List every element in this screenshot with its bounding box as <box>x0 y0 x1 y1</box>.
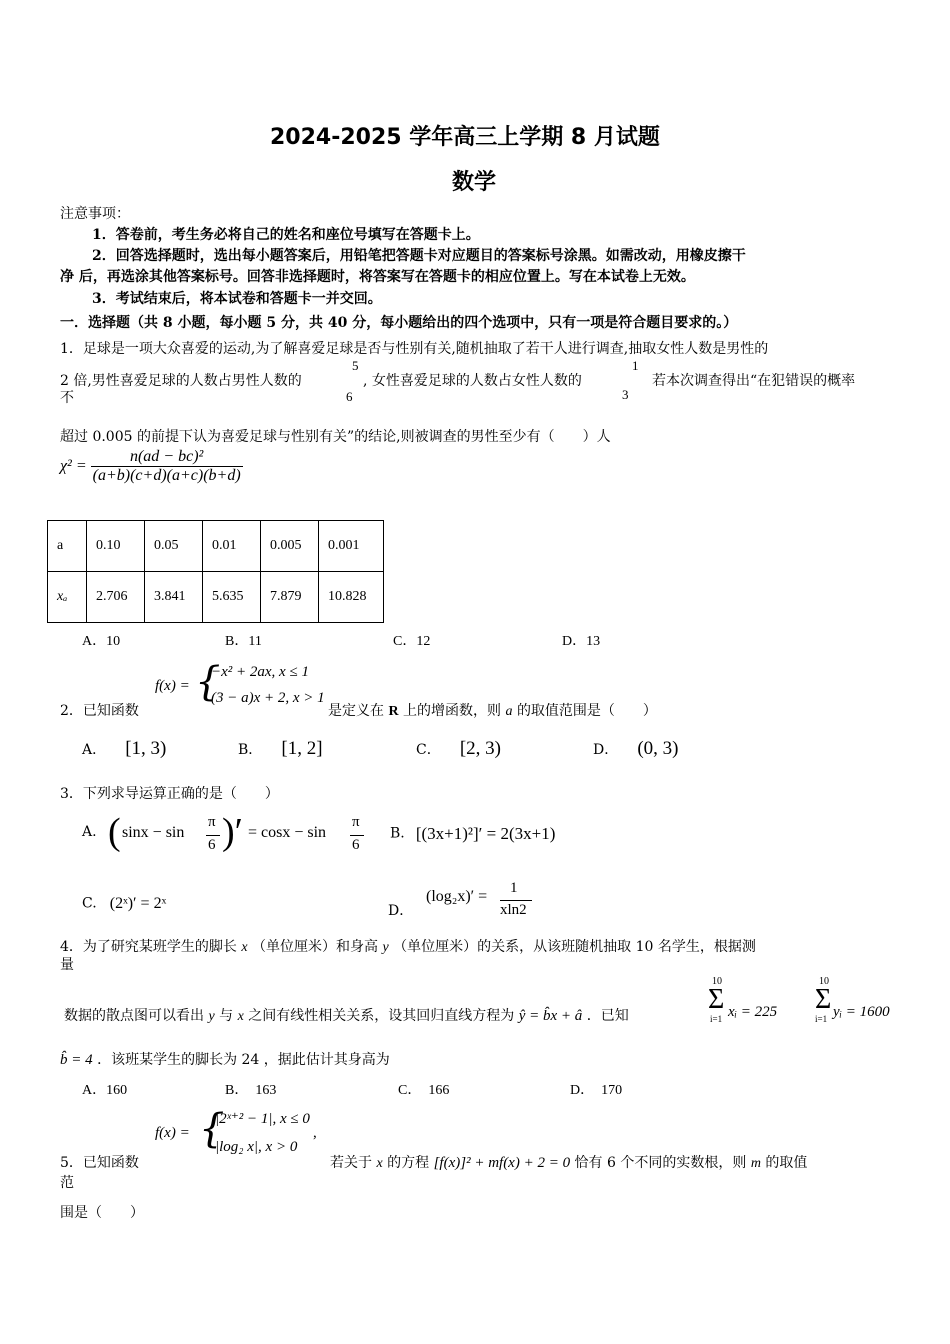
q1-option-c[interactable]: C．12 <box>393 634 431 649</box>
option-label: D． <box>593 742 619 758</box>
chi-square-formula <box>60 448 243 485</box>
q4-line1a: 4．为了研究某班学生的脚长 <box>60 939 237 955</box>
q2-suffix-c: 的取值范围是（ ） <box>516 703 657 719</box>
q1-frac2-num: 1 <box>632 358 639 373</box>
table-cell: 2.706 <box>87 572 145 623</box>
q4-line2d: ．已知 <box>586 1008 629 1024</box>
section-heading: 一．选择题（共 8 小题，每小题 5 分，共 40 分，每小题给出的四个选项中，只有一项是符合题目要求的。） <box>60 315 738 331</box>
q4-b-hat: b̂ = 4 <box>60 1052 93 1068</box>
sum-y-value: yᵢ = 1600 <box>833 1004 890 1020</box>
q3-d-lhs: (log₂x)′ = <box>426 888 488 905</box>
q4-var-x: x <box>241 940 248 955</box>
q3-option-b[interactable] <box>390 823 555 844</box>
q1-line2a: 2 倍,男性喜爱足球的人数占男性人数的 <box>60 373 302 389</box>
option-value: [1, 3) <box>125 738 167 759</box>
q4-line1 <box>60 936 756 956</box>
q5-mid2: 的方程 <box>387 1155 430 1171</box>
option-label: A. <box>82 824 97 840</box>
q5-fx: f(x) = <box>155 1125 190 1141</box>
q4-line1d: 量 <box>60 957 74 973</box>
q2-case-1: −x² + 2ax, x ≤ 1 <box>211 664 309 680</box>
paren-open-icon: ( <box>108 811 121 853</box>
q4-line1c: （单位厘米）的关系，从该班随机抽取 10 名学生，根据测 <box>393 939 756 955</box>
table-row <box>48 521 384 572</box>
formula-denominator: (a+b)(c+d)(a+c)(b+d) <box>92 467 241 484</box>
q4-line2 <box>64 1005 629 1025</box>
q1-option-a[interactable]: A．10 <box>82 634 121 649</box>
table-cell: 0.01 <box>203 521 261 572</box>
option-label: A． <box>82 742 107 758</box>
notice-item-2b: 净 后，再选涂其他答案标号。回答非选择题时，将答案写在答题卡的相应位置上。写在本试卷上无效。 <box>60 269 695 285</box>
q1-frac1-num: 5 <box>352 358 359 373</box>
q2-suffix-b: 上的增函数，则 <box>403 703 502 719</box>
q3-a-six-1: 6 <box>208 837 216 853</box>
sigma-icon: Σ <box>708 984 725 1015</box>
q4-var-y: y <box>208 1009 215 1024</box>
q2-suffix-a: 是定义在 <box>328 703 384 719</box>
q2-option-c[interactable] <box>416 738 501 760</box>
q4-line2a: 数据的散点图可以看出 <box>64 1008 204 1024</box>
table-cell: 7.879 <box>261 572 319 623</box>
critical-value-table <box>47 520 384 623</box>
table-cell: xₐ <box>48 572 87 623</box>
q3-option-c[interactable] <box>82 893 166 913</box>
q3-b-expr: [(3x+1)²]′ = 2(3x+1) <box>415 823 556 843</box>
q5-mid4: 的取值 <box>765 1155 808 1171</box>
table-cell: 0.10 <box>87 521 145 572</box>
notice-heading: 注意事项： <box>60 206 130 222</box>
q5-prefix: 5．已知函数 <box>60 1155 139 1171</box>
q2-prefix: 2．已知函数 <box>60 703 139 719</box>
sigma-icon: Σ <box>815 984 832 1015</box>
option-label: B. <box>390 825 405 842</box>
q1-frac2-den: 3 <box>622 387 629 402</box>
sum-x-value: xᵢ = 225 <box>728 1004 778 1020</box>
q5-mid3: 恰有 6 个不同的实数根，则 <box>574 1155 747 1171</box>
q5-case-1: |2ˣ⁺² − 1|, x ≤ 0 <box>215 1111 310 1127</box>
q5-var-m: m <box>750 1156 761 1171</box>
formula-lhs: χ² = <box>60 457 87 475</box>
table-cell: 0.05 <box>145 521 203 572</box>
q1-line3: 超过 0.005 的前提下认为喜爱足球与性别有关”的结论,则被调查的男性至少有（ ）人 <box>60 429 611 445</box>
option-label: C. <box>82 895 97 912</box>
table-cell: 0.001 <box>319 521 384 572</box>
notice-item-1: 1．答卷前，考生务必将自己的姓名和座位号填写在答题卡上。 <box>92 227 480 243</box>
q5-var-x: x <box>376 1156 383 1171</box>
exam-title: 2024-2025 学年高三上学期 8 月试题 <box>270 125 660 150</box>
q2-option-d[interactable] <box>593 738 678 760</box>
table-cell: 10.828 <box>319 572 384 623</box>
q5-case-2: |log₂ x|, x > 0 <box>215 1139 298 1155</box>
sum-top: 10 <box>819 976 829 987</box>
option-label: C． <box>416 742 441 758</box>
option-value: [1, 2] <box>281 738 323 759</box>
q2-option-b[interactable] <box>238 738 323 760</box>
comma: , <box>313 1125 317 1141</box>
q2-var-a: a <box>505 704 513 719</box>
q4-line3-text: ．该班某学生的脚长为 24 ，据此估计其身高为 <box>97 1052 390 1068</box>
notice-item-2a: 2．回答选择题时，选出每小题答案后，用铅笔把答题卡对应题目的答案标号涂黑。如需改动，用橡皮擦干 <box>92 248 746 264</box>
q3-a-pi-1: π <box>208 814 216 830</box>
q2-case-2: (3 − a)x + 2, x > 1 <box>211 690 325 706</box>
q2-set-r: R <box>388 704 399 719</box>
sum-bot: i=1 <box>815 1014 828 1024</box>
q4-option-a[interactable]: A．160 <box>82 1083 128 1098</box>
q1-option-d[interactable]: D．13 <box>562 634 601 649</box>
q5-mid: 若关于 <box>330 1155 372 1171</box>
q5-condition <box>330 1152 807 1172</box>
fraction-bar <box>500 900 532 901</box>
q4-line2c: 之间有线性相关关系，设其回归直线方程为 <box>248 1008 515 1024</box>
fraction-bar <box>206 835 220 836</box>
fraction-bar <box>350 835 364 836</box>
q4-line2b: 与 <box>219 1008 234 1024</box>
paren-close-icon: )′ <box>222 811 243 853</box>
notice-item-3: 3．考试结束后，将本试卷和答题卡一并交回。 <box>92 291 382 307</box>
q1-line2d: 不 <box>60 390 74 406</box>
option-label: B． <box>238 742 263 758</box>
q3-a-six-2: 6 <box>352 837 360 853</box>
q3-d-num: 1 <box>510 880 518 896</box>
q4-option-b[interactable]: B． 163 <box>225 1083 277 1098</box>
q3-a-rhs: = cosx − sin <box>248 824 327 841</box>
table-cell: a <box>48 521 87 572</box>
q3-d-den: xln2 <box>500 902 527 918</box>
q2-fx: f(x) = <box>155 678 190 694</box>
q4-option-c[interactable]: C． 166 <box>398 1083 450 1098</box>
left-brace-icon: { <box>199 1106 225 1152</box>
sum-top: 10 <box>712 976 722 987</box>
table-cell: 5.635 <box>203 572 261 623</box>
q4-var-y: y <box>382 940 389 955</box>
q1-line1: 1．足球是一项大众喜爱的运动,为了解喜爱足球是否与性别有关,随机抽取了若干人进行调查,抽取女性人数是男性的 <box>60 341 769 357</box>
option-label: D． <box>388 903 414 919</box>
table-row <box>48 572 384 623</box>
q1-frac1-den: 6 <box>346 389 353 404</box>
subject-title: 数学 <box>452 170 497 195</box>
table-cell: 3.841 <box>145 572 203 623</box>
q3-c-expr: (2ˣ)′ = 2ˣ <box>109 894 167 912</box>
q5-line2: 围是（ ） <box>60 1205 144 1221</box>
q2-suffix <box>328 700 657 720</box>
q5-equation: [f(x)]² + mf(x) + 2 = 0 <box>433 1155 571 1171</box>
q3-a-lhs: sinx − sin <box>122 824 185 841</box>
q4-regression-eq: ŷ = b̂x + â <box>518 1008 583 1024</box>
option-value: (0, 3) <box>637 738 679 759</box>
formula-fraction <box>91 448 243 485</box>
q1-line2c: 若本次调查得出“在犯错误的概率 <box>652 373 856 389</box>
q1-line2b: , 女性喜爱足球的人数占女性人数的 <box>363 373 582 389</box>
q4-line1b: （单位厘米）和身高 <box>252 939 379 955</box>
q5-line-fan: 范 <box>60 1175 74 1191</box>
q2-option-a[interactable] <box>82 738 166 760</box>
left-brace-icon: { <box>195 659 221 705</box>
q3-a-pi-2: π <box>352 814 360 830</box>
q1-option-b[interactable]: B．11 <box>225 634 262 649</box>
q4-option-d[interactable]: D． 170 <box>570 1083 623 1098</box>
table-cell: 0.005 <box>261 521 319 572</box>
q4-var-x: x <box>237 1009 244 1024</box>
option-value: [2, 3) <box>459 738 501 759</box>
q3-stem: 3．下列求导运算正确的是（ ） <box>60 786 279 802</box>
formula-numerator: n(ad − bc)² <box>91 448 243 467</box>
sum-bot: i=1 <box>710 1014 723 1024</box>
q4-line3 <box>60 1049 390 1069</box>
